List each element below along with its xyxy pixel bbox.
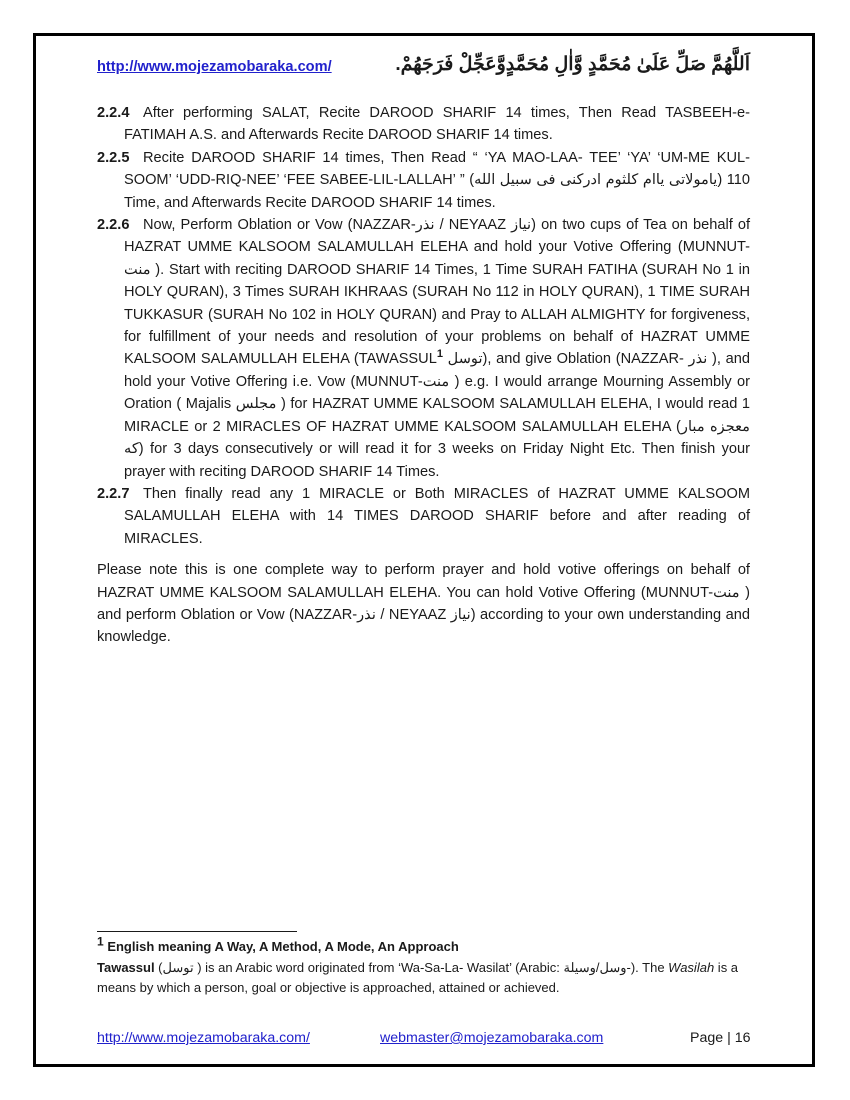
document-body bbox=[97, 102, 750, 649]
section-text: Recite DAROOD SHARIF 14 times, Then Read “ ‘YA MAO-LAA- TEE’ ‘YA’ ‘UM-ME KUL-SOOM’ ‘UDD-RIQ-NEE’ ‘FEE SABEE-LIL-LALLAH’ ” (يامولاتى ياام كلثوم ادركنى فى سبيل الله) 110 Time, and Afterwards Recite DAROOD SHARIF 14 times. bbox=[124, 149, 750, 211]
section-text: Now, Perform Oblation or Vow (NAZZAR-نذر / NEYAAZ نياز) on two cups of Tea on behalf of HAZRAT UMME KALSOOM SALAMULLAH ELEHA and hold your Votive Offering (MUNNUT-منت ). Start with reciting DAROOD SHARIF 14 Times, 1 Time SURAH FATIHA (SURAH No 1 in HOLY QURAN), 3 Times SURAH IKHRAAS (SURAH No 112 in HOLY QURAN), 1 TIME SURAH TUKKASUR (SURAH No 102 in HOLY QURAN) and Pray to ALLAH ALMIGHTY for forgiveness, for fulfillment of your needs and resolution of your problems on behalf of HAZRAT UMME KALSOOM SALAMULLAH ELEHA (TAWASSUL bbox=[124, 217, 751, 368]
section-item-2-2-7 bbox=[97, 483, 750, 550]
arabic-salawat: اَللَّهُمَّ صَلِّ عَلَىٰ مُحَمَّدٍ وَّاٰلِ مُحَمَّدٍوَّعَجِّلْ فَرَجَهُمْ. bbox=[395, 54, 750, 75]
page-number-label: Page | 16 bbox=[690, 1030, 751, 1046]
wasilah-term: Wasilah bbox=[668, 959, 715, 975]
section-item-2-2-5 bbox=[97, 147, 750, 214]
footer-url-link[interactable]: http://www.mojezamobaraka.com/ bbox=[97, 1030, 310, 1046]
footnote-meaning-text: English meaning A Way, A Method, A Mode, An Approach bbox=[107, 939, 459, 954]
footnote-superscript: 1 bbox=[97, 934, 104, 949]
page-inner bbox=[36, 36, 812, 1064]
footnote-line-1 bbox=[97, 934, 750, 958]
document-page bbox=[33, 33, 815, 1067]
section-text: توسل), and give Oblation (NAZZAR- نذر ), and hold your Votive Offering i.e. Vow (MUNNUT-منت ) e.g. I would arrange Mourning Assembly or Oration ( Majalis مجلس ) for HAZRAT UMME KALSOOM SALAMULLAH ELEHA, I would read 1 MIRACLE or 2 MIRACLES OF HAZRAT UMME KALSOOM SALAMULLAH ELEHA (معجزه مبار كه) for 3 days consecutively or will read it for 3 weeks on Friday Night Etc. Then finish your prayer with reciting DAROOD SHARIF 14 Times. bbox=[124, 351, 750, 480]
page-footer bbox=[36, 1030, 812, 1054]
section-item-2-2-4 bbox=[97, 102, 750, 147]
section-text: Then finally read any 1 MIRACLE or Both MIRACLES of HAZRAT UMME KALSOOM SALAMULLAH ELEHA with 14 TIMES DAROOD SHARIF before and after reading of MIRACLES. bbox=[124, 485, 750, 547]
footnote-divider bbox=[97, 931, 297, 932]
section-number: 2.2.6 bbox=[97, 217, 130, 234]
section-number: 2.2.5 bbox=[97, 149, 130, 166]
footnote-line-2 bbox=[97, 958, 750, 999]
section-item-2-2-6 bbox=[97, 214, 750, 483]
header-url-link[interactable]: http://www.mojezamobaraka.com/ bbox=[97, 59, 332, 75]
page-header bbox=[97, 50, 750, 80]
footnote-text-a: (توسل ) is an Arabic word originated from ‘Wa-Sa-La- Wasilat’ (Arabic: وسل/وسيلة-). The bbox=[154, 959, 669, 975]
note-paragraph: Please note this is one complete way to perform prayer and hold votive offerings on behalf of HAZRAT UMME KALSOOM SALAMULLAH ELEHA. You can hold Votive Offering (MUNNUT-منت ) and perform Oblation or Vow (NAZZAR-نذر / NEYAAZ نياز) according to your own understanding and knowledge. bbox=[97, 562, 750, 646]
section-text: After performing SALAT, Recite DAROOD SHARIF 14 times, Then Read TASBEEH-e-FATIMAH A.S. and Afterwards Recite DAROOD SHARIF 14 times. bbox=[124, 105, 750, 144]
section-number: 2.2.4 bbox=[97, 105, 130, 121]
footnote-area bbox=[97, 931, 750, 999]
footnote-ref-superscript: 1 bbox=[436, 348, 443, 361]
tawassul-term: Tawassul bbox=[97, 959, 155, 975]
section-number: 2.2.7 bbox=[97, 485, 130, 502]
footnote-text-b: is a means by which a person, goal or objective is approached, attained or achieved. bbox=[97, 959, 739, 995]
footer-email-link[interactable]: webmaster@mojezamobaraka.com bbox=[380, 1030, 604, 1046]
